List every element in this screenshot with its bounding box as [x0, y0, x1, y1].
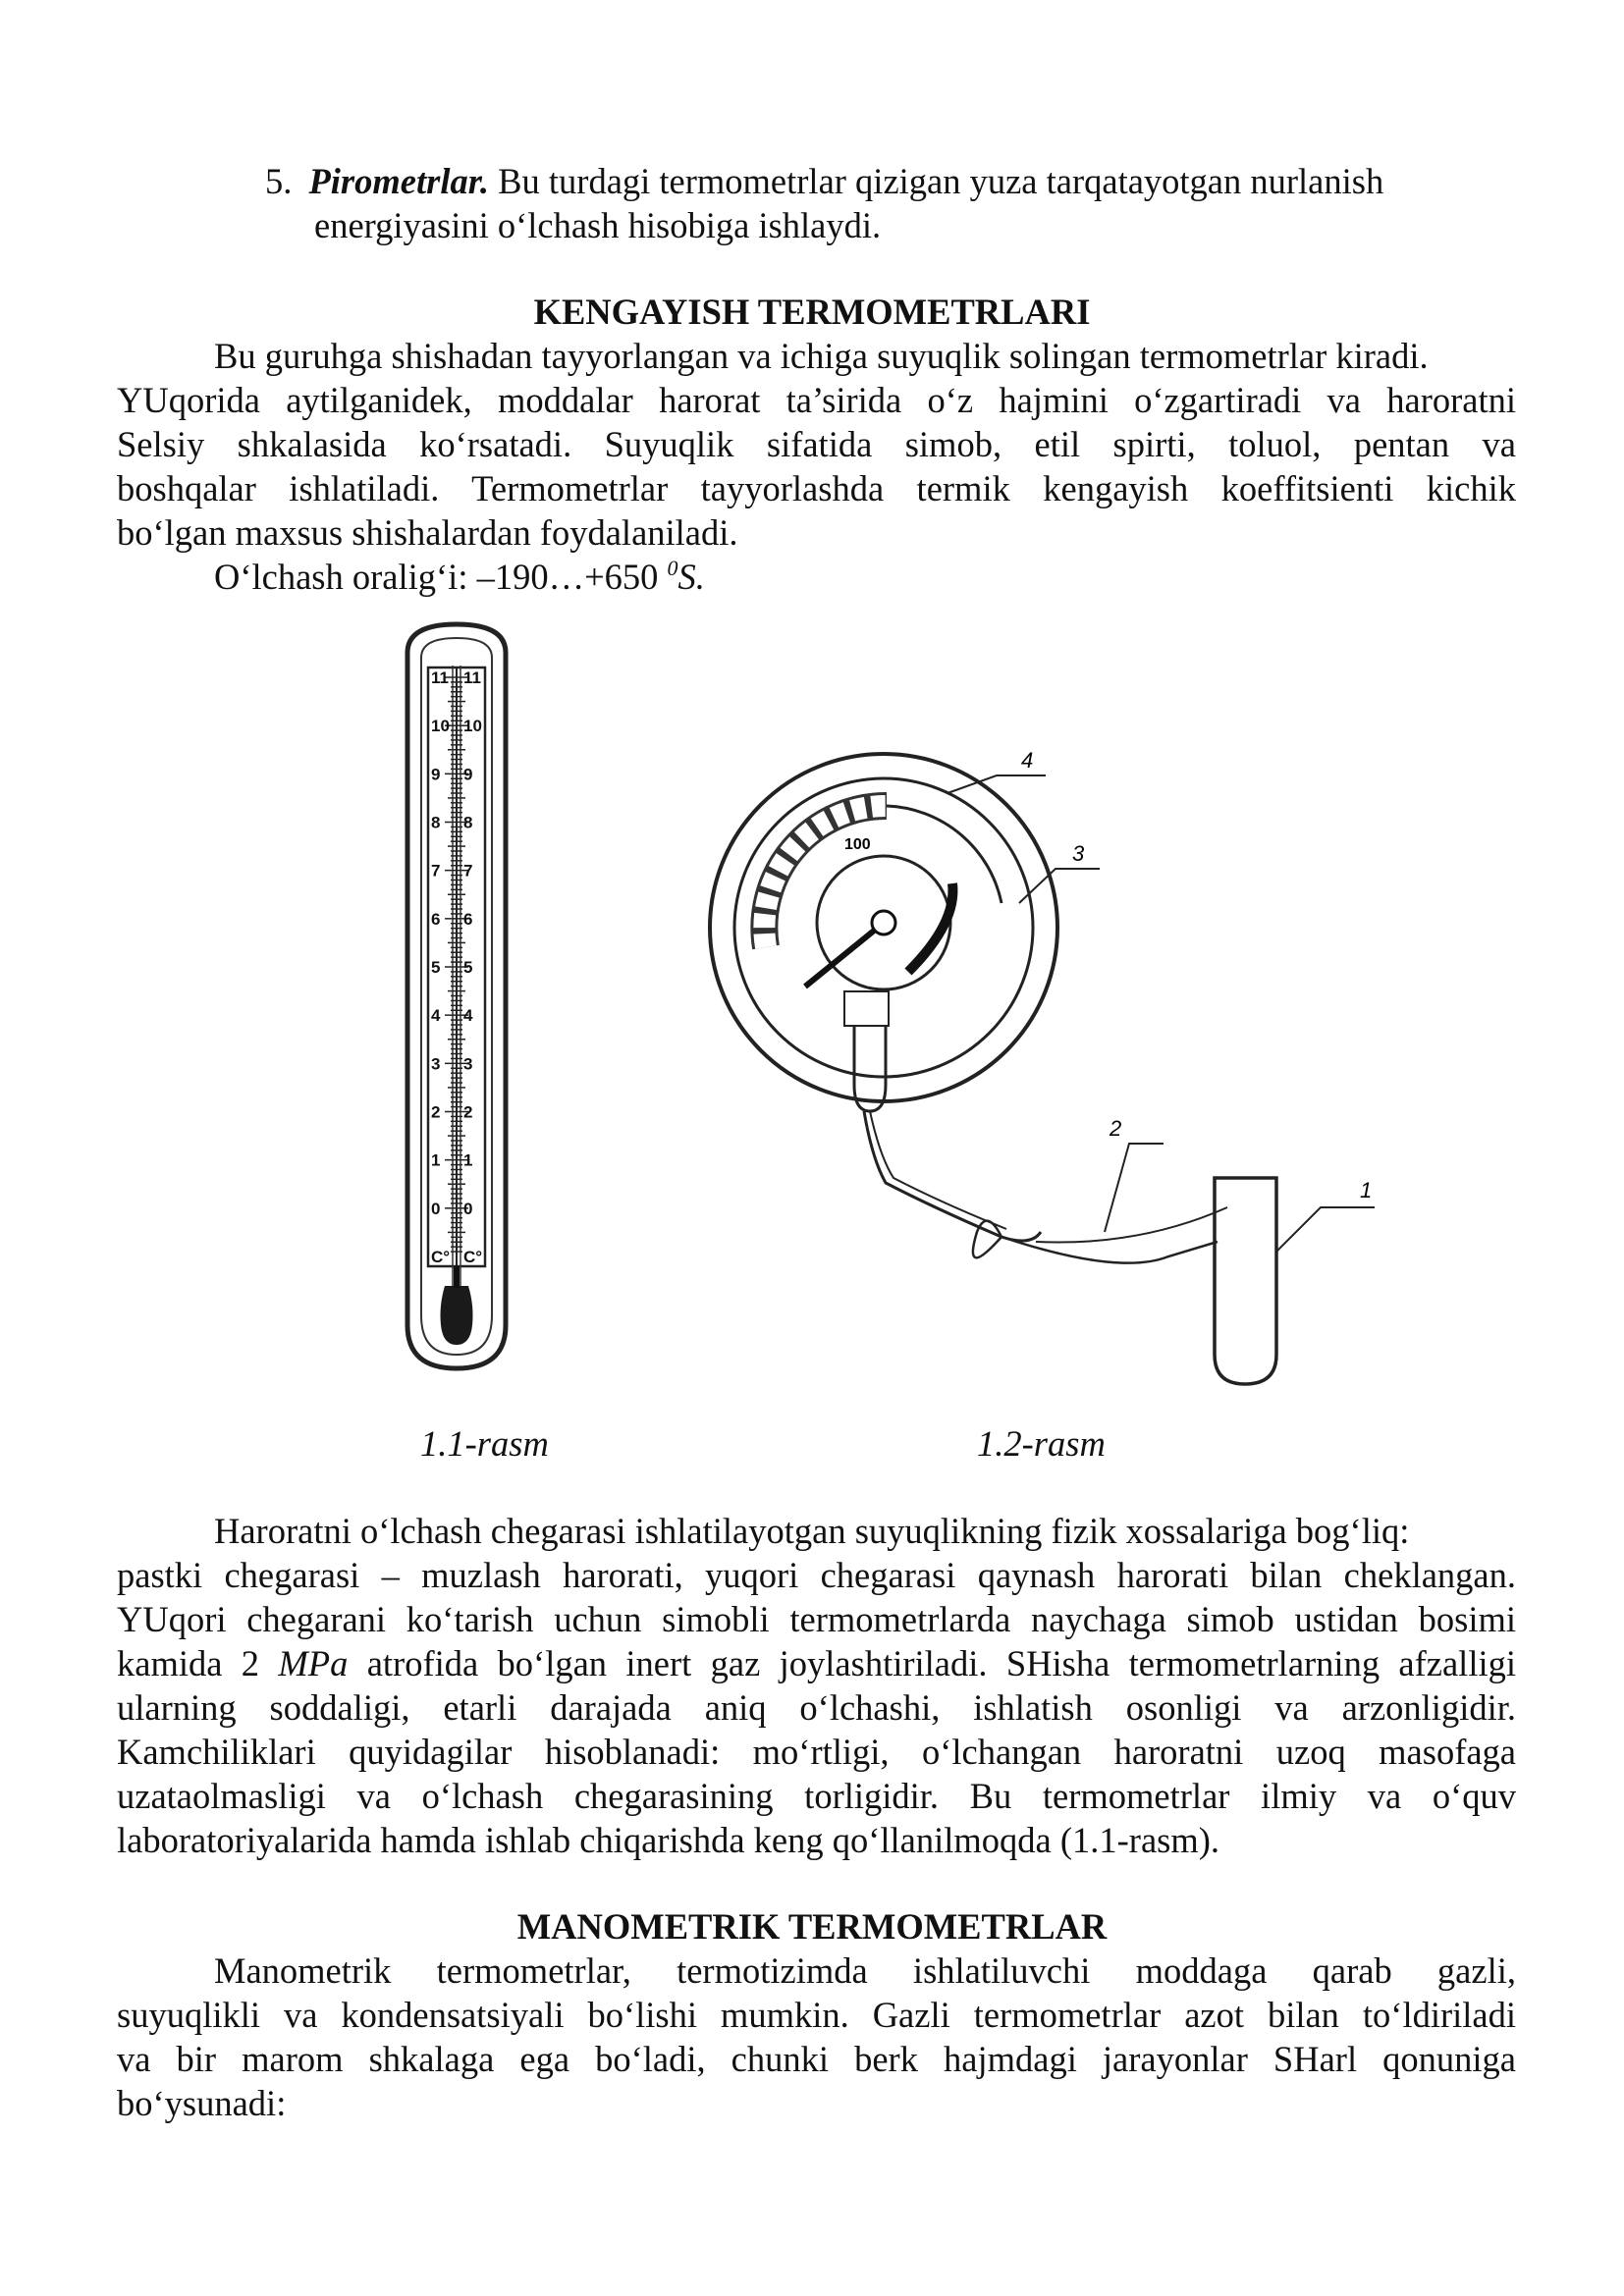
- callout-2: 2: [1110, 1116, 1122, 1141]
- term-pirometrlar: Pirometrlar.: [308, 161, 490, 201]
- scale-label-right: 2: [463, 1102, 473, 1122]
- list-number: 5.: [265, 161, 293, 201]
- callout-3: 3: [1072, 841, 1085, 866]
- scale-label-left: 3: [431, 1054, 441, 1074]
- paragraph-line: va bir marom shkalaga ega bo‘ladi, chunki berk hajmdagi jarayonlar SHarl qonuniga: [117, 2039, 1516, 2079]
- list-item-text: Bu turdagi termometrlar qizigan yuza tarqatayotgan nurlanish: [489, 161, 1384, 201]
- paragraph-line: Haroratni o‘lchash chegarasi ishlatilayotgan suyuqlikning fizik xossalariga bog‘liq:: [214, 1511, 1410, 1551]
- scale-label-right: 4: [463, 1006, 473, 1026]
- scale-label-left: 9: [431, 765, 441, 784]
- scale-label-right: 3: [463, 1054, 473, 1074]
- range-unit: S.: [677, 557, 705, 597]
- section-heading-manometrik: MANOMETRIK TERMOMETRLAR: [516, 1906, 1108, 1947]
- paragraph-line: bo‘ysunadi:: [117, 2083, 287, 2123]
- scale-label-left: 6: [431, 909, 441, 929]
- scale-label-left: 8: [431, 813, 441, 832]
- paragraph-line: boshqalar ishlatiladi. Termometrlar tayyorlashda termik kengayish koeffitsienti kichik: [117, 468, 1516, 508]
- manometric-thermometer-figure: [707, 746, 1414, 1414]
- callout-1: 1: [1360, 1178, 1373, 1202]
- scale-label-left: 2: [431, 1102, 441, 1122]
- scale-label-left: 10: [431, 717, 450, 736]
- section-heading-kengayish: KENGAYISH TERMOMETRLARI: [533, 292, 1091, 332]
- paragraph-line: [117, 1641, 1516, 1685]
- scale-label-left: 1: [431, 1150, 441, 1170]
- scale-label-right: 0: [463, 1199, 473, 1218]
- paragraph-line: YUqori chegarani ko‘tarish uchun simobli termometrlarda naychaga simob ustidan bosimi: [117, 1599, 1516, 1639]
- scale-label-right: 7: [463, 861, 473, 881]
- list-item-5-line-1: [265, 159, 1383, 203]
- scale-label-right: 9: [463, 765, 473, 784]
- paragraph-line: laboratoriyalarida hamda ishlab chiqarishda keng qo‘llanilmoqda (1.1-rasm).: [117, 1820, 1220, 1860]
- paragraph-line: ularning soddaligi, etarli darajada aniq o‘lchashi, ishlatish osonligi va arzonligidir.: [117, 1687, 1516, 1728]
- paragraph-line: suyuqlikli va kondensatsiyali bo‘lishi mumkin. Gazli termometrlar azot bilan to‘ldiriladi: [117, 1995, 1516, 2035]
- figure-caption-1-2: 1.2-rasm: [977, 1423, 1106, 1464]
- paragraph-line: bo‘lgan maxsus shishalardan foydalaniladi.: [117, 512, 738, 553]
- paragraph-line: Kamchiliklari quyidagilar hisoblanadi: mo‘rtligi, o‘lchangan haroratni uzoq masofaga: [117, 1732, 1516, 1772]
- paragraph-line: uzataolmasligi va o‘lchash chegarasining torligidir. Bu termometrlar ilmiy va o‘quv: [117, 1776, 1516, 1816]
- scale-label-left: 4: [431, 1006, 441, 1026]
- measurement-range: [214, 555, 705, 599]
- scale-label-left: C°: [431, 1248, 451, 1266]
- scale-label-right: 5: [463, 958, 473, 977]
- scale-label-right: 8: [463, 813, 473, 832]
- paragraph-line: Bu guruhga shishadan tayyorlangan va ichiga suyuqlik solingan termometrlar kiradi.: [214, 336, 1429, 376]
- paragraph-line: Selsiy shkalasida ko‘rsatadi. Suyuqlik sifatida simob, etil spirti, toluol, pentan va: [117, 424, 1516, 464]
- callout-4: 4: [1021, 748, 1034, 773]
- pressure-unit: MPa: [278, 1643, 349, 1683]
- figure-caption-1-1: 1.1-rasm: [420, 1423, 549, 1464]
- scale-label-left: 11: [431, 668, 449, 687]
- scale-label-right: C°: [463, 1248, 483, 1266]
- scale-label-right: 10: [463, 717, 482, 736]
- paragraph-line: YUqorida aytilganidek, moddalar harorat ta’sirida o‘z hajmini o‘zgartiradi va haroratni: [117, 380, 1516, 420]
- degree-superscript: 0: [667, 556, 678, 580]
- scale-label-left: 7: [431, 861, 441, 881]
- range-label: O‘lchash oralig‘i: –190…+650: [214, 557, 668, 597]
- paragraph-line: Manometrik termometrlar, termotizimda ishlatiluvchi moddaga qarab gazli,: [214, 1950, 1516, 1991]
- scale-label-right: 11: [463, 668, 481, 687]
- pressure-text-rest: atrofida bo‘lgan inert gaz joylashtiriladi. SHisha termometrlarning afzalligi: [348, 1643, 1516, 1683]
- scale-label-right: 1: [463, 1150, 473, 1170]
- list-item-5-line-2: energiyasini o‘lchash hisobiga ishlaydi.: [314, 205, 882, 245]
- dial-scale-label: 100: [844, 836, 871, 853]
- scale-label-right: 6: [463, 909, 473, 929]
- scale-label-left: 0: [431, 1199, 441, 1218]
- glass-thermometer-figure: [388, 618, 525, 1374]
- paragraph-line: pastki chegarasi – muzlash harorati, yuqori chegarasi qaynash harorati bilan cheklangan.: [117, 1555, 1516, 1595]
- scale-label-left: 5: [431, 958, 441, 977]
- pressure-text: kamida 2: [117, 1643, 279, 1683]
